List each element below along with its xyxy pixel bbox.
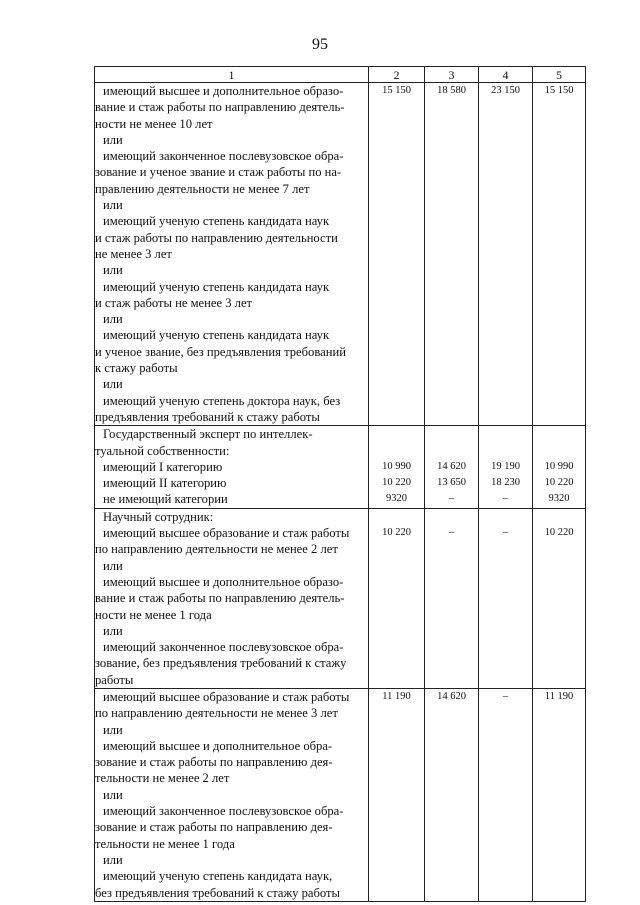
description-line: имеющий законченное послевузовское обра-: [103, 804, 344, 819]
table-row: [95, 83, 586, 426]
description-line: вание и стаж работы по направлению деятель-: [95, 591, 345, 606]
description-line: или: [103, 132, 123, 147]
header-cell-5: 5: [533, 67, 586, 83]
salary-value: 10 990: [382, 460, 411, 472]
salary-cell-col-5: [533, 83, 586, 426]
description-line: и стаж работы не менее 3 лет: [95, 295, 253, 310]
salary-value: 10 220: [382, 477, 411, 489]
salary-cell-col-5: [533, 426, 586, 508]
description-line: зование и ученое звание и стаж работы по на-: [95, 165, 342, 180]
salary-table: [94, 66, 586, 902]
description-line: туальной собственности:: [95, 443, 230, 458]
description-line: имеющий высшее образование и стаж работы: [103, 526, 350, 541]
salary-cell-col-2: [369, 83, 425, 426]
salary-cell-col-2: [369, 426, 425, 508]
table-row: [95, 426, 586, 508]
description-line: или: [103, 623, 123, 638]
salary-value: 9320: [386, 493, 407, 505]
description-line: или: [103, 377, 123, 392]
salary-cell-col-3: [425, 426, 479, 508]
table-body: [95, 83, 586, 902]
header-cell-2: 2: [369, 67, 425, 83]
salary-value: 15 150: [544, 85, 574, 96]
salary-cell-col-4: [479, 688, 533, 901]
salary-value: –: [502, 493, 509, 505]
salary-cell-col-2: [369, 508, 425, 688]
description-line: имеющий законченное послевузовское обра-: [103, 149, 344, 164]
salary-value: 14 620: [437, 460, 466, 472]
description-line: или: [103, 722, 123, 737]
description-line: зование и стаж работы по направлению дея-: [95, 820, 333, 835]
salary-cell-col-3: [425, 83, 479, 426]
description-line: имеющий I категорию: [103, 459, 223, 474]
description-line: или: [103, 263, 123, 278]
description-line: или: [103, 198, 123, 213]
description-line: имеющий ученую степень кандидата наук: [103, 279, 330, 294]
page-number: 95: [312, 36, 328, 53]
description-line: тельности не менее 2 лет: [95, 771, 230, 786]
description-line: тельности не менее 1 года: [95, 836, 235, 851]
header-row: [95, 67, 586, 83]
salary-value: 19 190: [491, 460, 520, 472]
description-line: без предъявления требований к стажу работы: [95, 885, 340, 900]
salary-value: 11 190: [382, 690, 411, 702]
description-line: вание и стаж работы по направлению деятель-: [95, 100, 345, 115]
header-cell-1: 1: [95, 67, 369, 83]
salary-value: –: [502, 690, 509, 702]
salary-value: –: [448, 527, 455, 539]
header-cell-3: 3: [425, 67, 479, 83]
description-line: Государственный эксперт по интеллек-: [103, 427, 313, 442]
description-line: по направлению деятельности не менее 2 лет: [95, 542, 338, 557]
salary-value: 10 220: [382, 527, 411, 539]
description-line: имеющий ученую степень доктора наук, без: [103, 393, 341, 408]
table-row: [95, 508, 586, 688]
salary-cell-col-4: [479, 83, 533, 426]
position-description: [95, 508, 369, 688]
salary-cell-col-2: [369, 688, 425, 901]
description-line: и стаж работы по направлению деятельности: [95, 230, 338, 245]
description-line: или: [103, 852, 123, 867]
description-line: Научный сотрудник:: [103, 509, 214, 524]
salary-value: –: [502, 527, 509, 539]
salary-value: 15 150: [382, 85, 411, 96]
description-line: не менее 3 лет: [95, 246, 172, 261]
salary-value: 10 220: [544, 477, 574, 489]
description-line: зование, без предъявления требований к стажу: [95, 656, 347, 671]
salary-cell-col-5: [533, 688, 586, 901]
description-line: правлению деятельности не менее 7 лет: [95, 181, 310, 196]
salary-value: 18 230: [491, 477, 520, 489]
position-description: [95, 426, 369, 508]
description-line: или: [103, 312, 123, 327]
salary-value: 23 150: [491, 85, 520, 96]
salary-cell-col-4: [479, 508, 533, 688]
description-line: имеющий законченное послевузовское обра-: [103, 640, 344, 655]
description-line: к стажу работы: [95, 361, 178, 376]
salary-value: 10 220: [544, 527, 574, 539]
salary-value: 13 650: [437, 477, 466, 489]
description-line: имеющий высшее образование и стаж работы: [103, 689, 350, 704]
salary-cell-col-3: [425, 688, 479, 901]
description-line: и ученое звание, без предъявления требований: [95, 344, 346, 359]
description-line: зование и стаж работы по направлению дея-: [95, 755, 333, 770]
description-line: или: [103, 558, 123, 573]
salary-value: 14 620: [437, 690, 466, 702]
position-description: [95, 83, 369, 426]
salary-value: 11 190: [544, 690, 574, 702]
header-cell-4: 4: [479, 67, 533, 83]
salary-cell-col-4: [479, 426, 533, 508]
salary-cell-col-5: [533, 508, 586, 688]
salary-value: –: [448, 493, 455, 505]
description-line: по направлению деятельности не менее 3 лет: [95, 706, 338, 721]
description-line: предъявления требований к стажу работы: [95, 409, 320, 424]
description-line: ности не менее 10 лет: [95, 116, 213, 131]
description-line: имеющий высшее и дополнительное обра-: [103, 738, 333, 753]
salary-cell-col-3: [425, 508, 479, 688]
table-row: [95, 688, 586, 901]
salary-value: 9320: [548, 493, 570, 505]
description-line: имеющий ученую степень кандидата наук: [103, 214, 330, 229]
description-line: работы: [95, 672, 134, 687]
position-description: [95, 688, 369, 901]
description-line: имеющий II категорию: [103, 476, 227, 491]
description-line: или: [103, 787, 123, 802]
description-line: имеющий ученую степень кандидата наук,: [103, 869, 333, 884]
description-line: имеющий ученую степень кандидата наук: [103, 328, 330, 343]
salary-value: 10 990: [544, 460, 574, 472]
description-line: имеющий высшее и дополнительное образо-: [103, 574, 344, 589]
salary-value: 18 580: [437, 85, 466, 96]
description-line: не имеющий категории: [103, 492, 228, 507]
description-line: имеющий высшее и дополнительное образо-: [103, 84, 344, 98]
description-line: ности не менее 1 года: [95, 607, 212, 622]
